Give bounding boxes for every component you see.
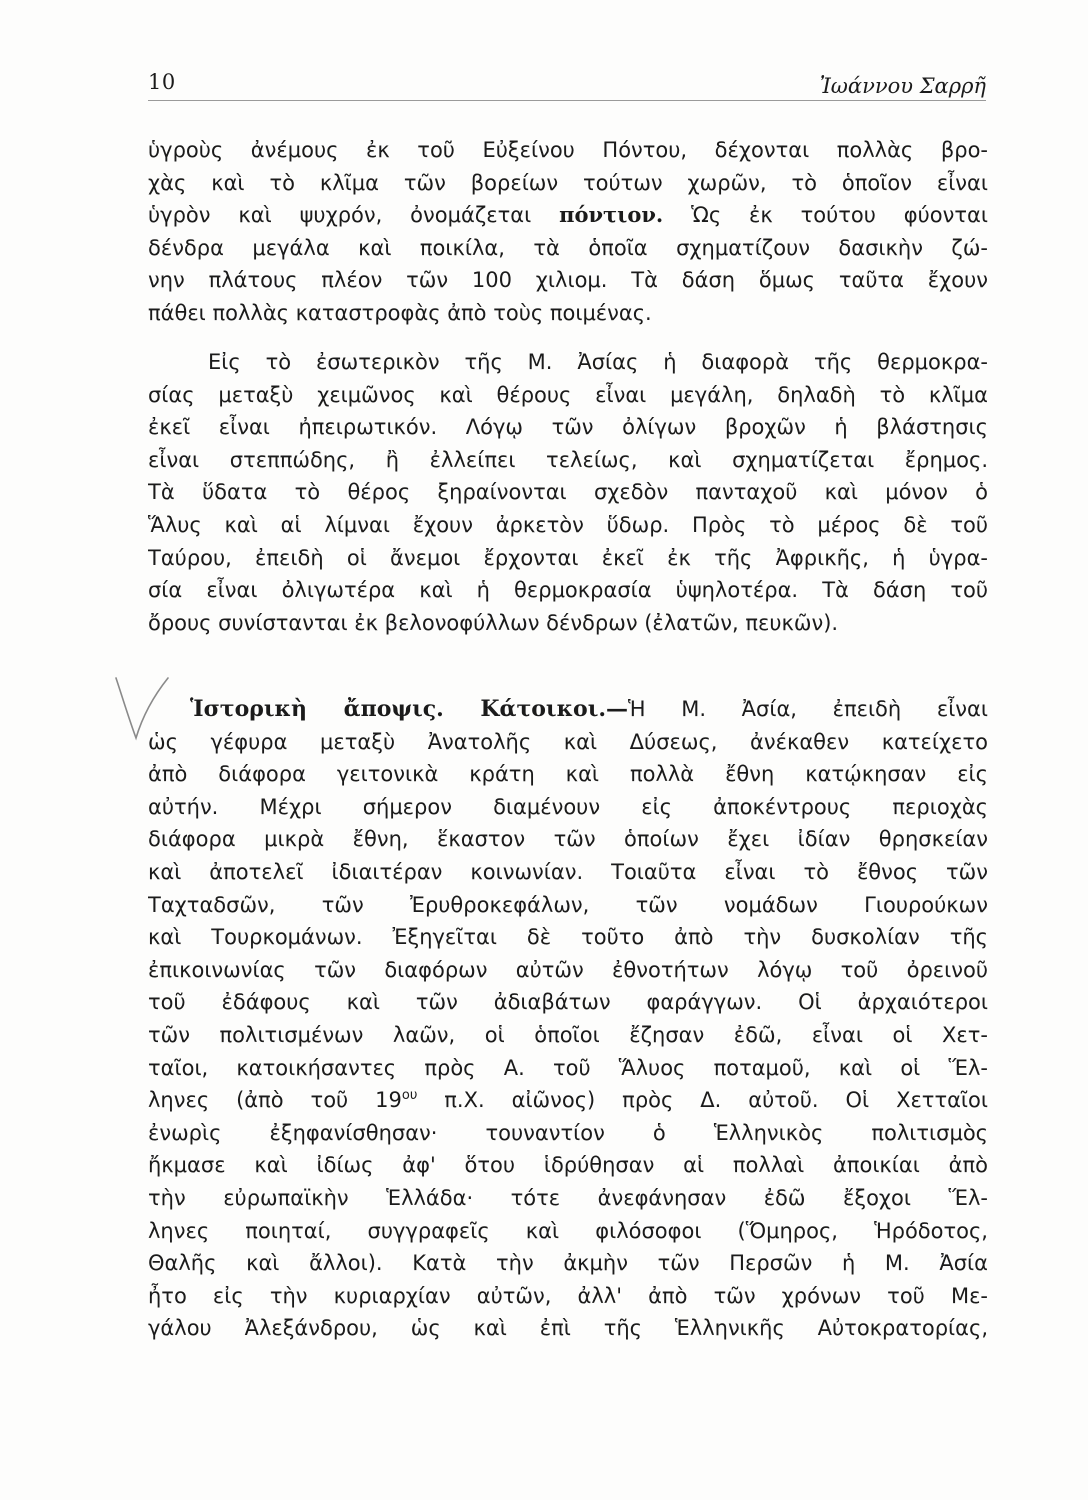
text-line: Ταύρου, ἐπειδὴ οἱ ἄνεμοι ἔρχονται ἐκεῖ ἐκ τῆς Ἀφρικῆς, ἡ ὑγρα- [148,545,988,570]
text-line: ἀπὸ διάφορα γειτονικὰ κράτη καὶ πολλὰ ἔθνη κατῴκησαν εἰς [148,762,988,787]
page-header [148,70,986,101]
text-span: ὑγρὸν καὶ ψυχρόν, ὀνομάζεται [148,203,532,228]
text-line: νην πλάτους πλέον τῶν 100 χιλιομ. Τὰ δάση ὅμως ταῦτα ἔχουν [148,268,988,293]
text-line: ληνες ποιηταί, συγγραφεῖς καὶ φιλόσοφοι (Ὅμηρος, Ἡρόδοτος, [148,1218,988,1243]
text-line: ταῖοι, κατοικήσαντες πρὸς Α. τοῦ Ἅλυος ποταμοῦ, καὶ οἱ Ἕλ- [148,1055,988,1080]
text-line: εἶναι στεππώδης, ἢ ἐλλείπει τελείως, καὶ σχηματίζεται ἔρημος. [148,447,988,472]
section-title: Ἱστορικὴ ἄποψις. Κάτοικοι.— [190,696,629,722]
text-line [148,199,988,232]
text-line: τῶν πολιτισμένων λαῶν, οἱ ὁποῖοι ἔζησαν ἐδῶ, εἶναι οἱ Χετ- [148,1022,988,1047]
text-line: Εἰς τὸ ἐσωτερικὸν τῆς Μ. Ἀσίας ἡ διαφορὰ τῆς θερμοκρα- [208,350,988,374]
running-head: Ἰωάννου Σαρρῆ [819,74,986,98]
text-line: ἤκμασε καὶ ἰδίως ἀφ' ὅτου ἱδρύθησαν αἱ πολλαὶ ἀποικίαι ἀπὸ [148,1153,988,1178]
text-span: π.Χ. αἰῶνος) πρὸς Δ. αὐτοῦ. Οἱ Χετταῖοι [417,1088,988,1113]
paragraph-2 [148,346,988,639]
text-line: ἐπικοινωνίας τῶν διαφόρων αὐτῶν ἐθνοτήτων λόγῳ τοῦ ὀρεινοῦ [148,957,988,982]
paragraph-1 [148,134,988,330]
text-span: ληνες (ἀπὸ τοῦ 19 [148,1088,402,1113]
text-line: αὐτήν. Μέχρι σήμερον διαμένουν εἰς ἀποκέντρους περιοχὰς [148,794,988,819]
text-line: ἐνωρὶς ἐξηφανίσθησαν· τουναντίον ὁ Ἑλληνικὸς πολιτισμὸς [148,1120,988,1145]
text-line: χὰς καὶ τὸ κλῖμα τῶν βορείων τούτων χωρῶν, τὸ ὁποῖον εἶναι [148,170,988,195]
emphasized-term: πόντιον. [559,202,664,228]
text-line: καὶ ἀποτελεῖ ἰδιαιτέραν κοινωνίαν. Τοιαῦτα εἶναι τὸ ἔθνος τῶν [148,859,988,884]
text-line: Ἅλυς καὶ αἱ λίμναι ἔχουν ἀρκετὸν ὕδωρ. Πρὸς τὸ μέρος δὲ τοῦ [148,512,988,537]
superscript: ου [401,1088,418,1104]
text-line: Θαλῆς καὶ ἄλλοι). Κατὰ τὴν ἀκμὴν τῶν Περσῶν ἡ Μ. Ἀσία [148,1251,988,1276]
text-line [148,1084,988,1117]
text-line: πάθει πολλὰς καταστροφὰς ἀπὸ τοὺς ποιμένας. [148,300,652,325]
text-line: γάλου Ἀλεξάνδρου, ὡς καὶ ἐπὶ τῆς Ἑλληνικῆς Αὐτοκρατορίας, [148,1316,988,1341]
text-line: ὄρους συνίστανται ἐκ βελονοφύλλων δένδρων (ἐλατῶν, πευκῶν). [148,610,839,635]
text-line [148,693,988,726]
text-line: ἦτο εἰς τὴν κυριαρχίαν αὐτῶν, ἀλλ' ἀπὸ τῶν χρόνων τοῦ Με- [148,1283,988,1308]
page-number: 10 [148,70,176,94]
text-line: ἐκεῖ εἶναι ἠπειρωτικόν. Λόγῳ τῶν ὀλίγων βροχῶν ἡ βλάστησις [148,415,988,440]
text-line: σίας μεταξὺ χειμῶνος καὶ θέρους εἶναι μεγάλη, δηλαδὴ τὸ κλῖμα [148,382,988,407]
text-line: διάφορα μικρὰ ἔθνη, ἕκαστον τῶν ὁποίων ἔχει ἰδίαν θρησκείαν [148,827,988,852]
section-historical [148,693,988,1345]
text-span: Ὡς ἐκ τούτου φύονται [691,203,988,228]
text-line: Τὰ ὕδατα τὸ θέρος ξηραίνονται σχεδὸν πανταχοῦ καὶ μόνον ὁ [148,480,988,505]
text-line: τὴν εὐρωπαϊκὴν Ἑλλάδα· τότε ἀνεφάνησαν ἐδῶ ἔξοχοι Ἕλ- [148,1185,988,1210]
text-line: Ταχταδσῶν, τῶν Ἐρυθροκεφάλων, τῶν νομάδων Γιουρούκων [148,892,988,917]
text-line: τοῦ ἐδάφους καὶ τῶν ἀδιαβάτων φαράγγων. Οἱ ἀρχαιότεροι [148,990,988,1015]
text-line: σία εἶναι ὀλιγωτέρα καὶ ἡ θερμοκρασία ὑψηλοτέρα. Τὰ δάση τοῦ [148,578,988,603]
text-line: ὡς γέφυρα μεταξὺ Ἀνατολῆς καὶ Δύσεως, ἀνέκαθεν κατείχετο [148,729,988,754]
text-line: δένδρα μεγάλα καὶ ποικίλα, τὰ ὁποῖα σχηματίζουν δασικὴν ζώ- [148,235,988,260]
text-line: ὑγροὺς ἀνέμους ἐκ τοῦ Εὐξείνου Πόντου, δέχονται πολλὰς βρο- [148,138,988,162]
text-line: καὶ Τουρκομάνων. Ἐξηγεῖται δὲ τοῦτο ἀπὸ τὴν δυσκολίαν τῆς [148,925,988,950]
text-span: Ἡ Μ. Ἀσία, ἐπειδὴ εἶναι [628,697,988,721]
